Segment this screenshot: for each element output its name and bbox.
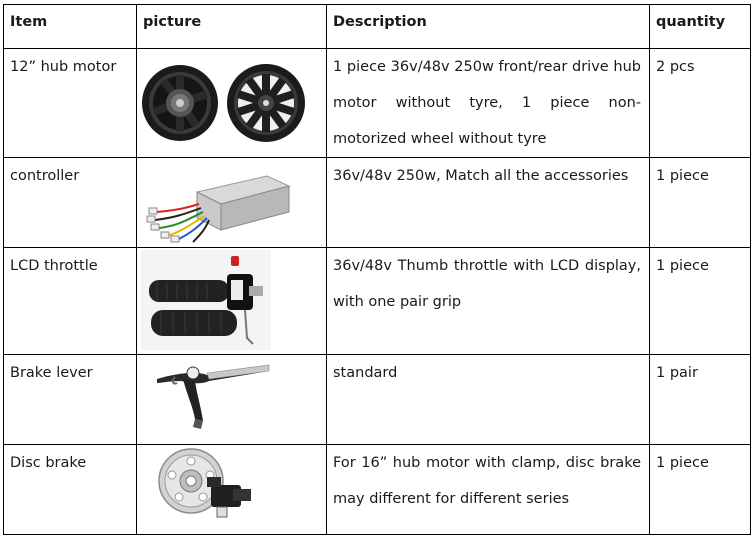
- table-row: [4, 445, 751, 535]
- picture-cell: [137, 248, 327, 355]
- item-name: Disc brake: [4, 445, 137, 535]
- item-name: 12” hub motor: [4, 49, 137, 158]
- item-name: LCD throttle: [4, 248, 137, 355]
- item-description: standard: [327, 355, 650, 445]
- header-picture: picture: [137, 5, 327, 49]
- picture-cell: [137, 445, 327, 535]
- item-description: 1 piece 36v/48v 250w front/rear drive hub motor without tyre, 1 piece non-motorized wheel without tyre: [327, 49, 650, 158]
- header-description: Description: [327, 5, 650, 49]
- header-item: Item: [4, 5, 137, 49]
- picture-cell: [137, 158, 327, 248]
- table-row: [4, 355, 751, 445]
- picture-cell: [137, 49, 327, 158]
- item-quantity: 1 piece: [650, 445, 751, 535]
- table-row: [4, 49, 751, 158]
- item-name: controller: [4, 158, 137, 248]
- item-description: 36v/48v 250w, Match all the accessories: [327, 158, 650, 248]
- item-name: Brake lever: [4, 355, 137, 445]
- parts-table: [3, 4, 751, 535]
- brake-lever-image: [137, 355, 326, 444]
- lcd-throttle-image: [137, 248, 326, 354]
- table-row: [4, 248, 751, 355]
- hub-motor-wheels-image: [137, 49, 326, 157]
- item-quantity: 1 pair: [650, 355, 751, 445]
- header-row: [4, 5, 751, 49]
- header-quantity: quantity: [650, 5, 751, 49]
- item-description: 36v/48v Thumb throttle with LCD display, with one pair grip: [327, 248, 650, 355]
- controller-image: [137, 158, 326, 247]
- item-quantity: 2 pcs: [650, 49, 751, 158]
- disc-brake-image: [137, 445, 326, 534]
- item-description: For 16” hub motor with clamp, disc brake may different for different series: [327, 445, 650, 535]
- item-quantity: 1 piece: [650, 158, 751, 248]
- item-quantity: 1 piece: [650, 248, 751, 355]
- table-row: [4, 158, 751, 248]
- picture-cell: [137, 355, 327, 445]
